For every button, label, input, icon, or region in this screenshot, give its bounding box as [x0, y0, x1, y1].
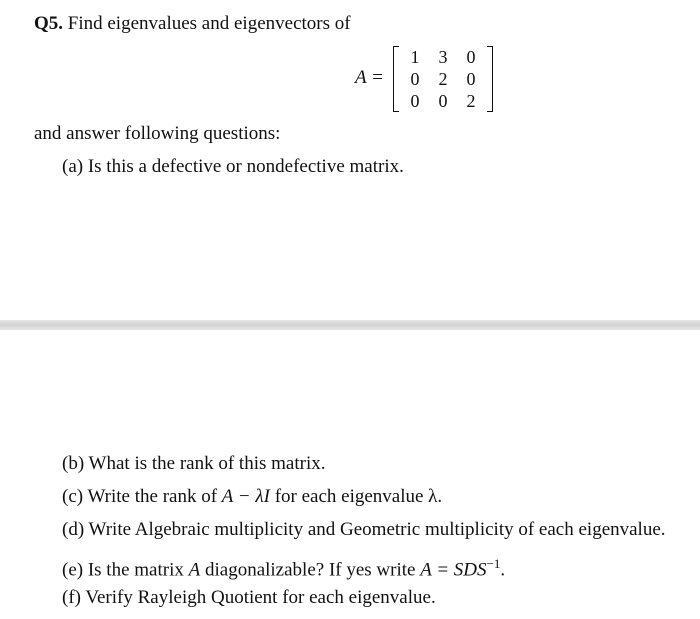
- matrix-cell: 0: [410, 69, 420, 89]
- matrix-right-bracket: [487, 46, 493, 112]
- matrix-cell: 3: [438, 47, 448, 67]
- matrix-cells: [401, 46, 485, 112]
- matrix-left-bracket: [393, 46, 399, 112]
- matrix-cell: 0: [466, 47, 476, 67]
- matrix-cell: 2: [466, 91, 476, 111]
- page-divider: [0, 320, 700, 330]
- matrix-label: A =: [355, 67, 384, 88]
- matrix-cell: 2: [438, 69, 448, 89]
- part-e-superscript: −1: [486, 556, 501, 571]
- part-e-mid: diagonalizable? If yes write: [200, 559, 421, 581]
- part-d: (d) Write Algebraic multiplicity and Geometric multiplicity of each eigenvalue.: [62, 519, 666, 540]
- part-e: [62, 552, 505, 582]
- question-heading: [34, 12, 351, 36]
- part-e-math-sds: A = SDS: [420, 559, 487, 581]
- part-c-math: A − λI: [221, 486, 270, 507]
- part-f: (f) Verify Rayleigh Quotient for each eigenvalue.: [62, 587, 436, 608]
- part-e-prefix: (e) Is the matrix: [62, 559, 189, 581]
- matrix-cell: 0: [410, 91, 420, 111]
- question-section-bottom: [0, 330, 700, 619]
- matrix-cell: 0: [466, 69, 476, 89]
- part-c: [62, 485, 442, 509]
- part-b: (b) What is the rank of this matrix.: [62, 453, 326, 474]
- matrix-A: [393, 46, 493, 112]
- follow-up-text: and answer following questions:: [34, 123, 281, 144]
- part-e-math-a: A: [188, 559, 201, 581]
- part-c-prefix: (c) Write the rank of: [62, 486, 222, 507]
- part-c-suffix: for each eigenvalue λ.: [269, 486, 443, 507]
- part-e-suffix: .: [500, 559, 506, 581]
- matrix-cell: 1: [410, 47, 420, 67]
- question-prompt: Find eigenvalues and eigenvectors of: [67, 13, 351, 34]
- matrix-cell: 0: [438, 91, 448, 111]
- question-number: Q5.: [34, 13, 64, 34]
- part-a: (a) Is this a defective or nondefective matrix.: [62, 156, 404, 177]
